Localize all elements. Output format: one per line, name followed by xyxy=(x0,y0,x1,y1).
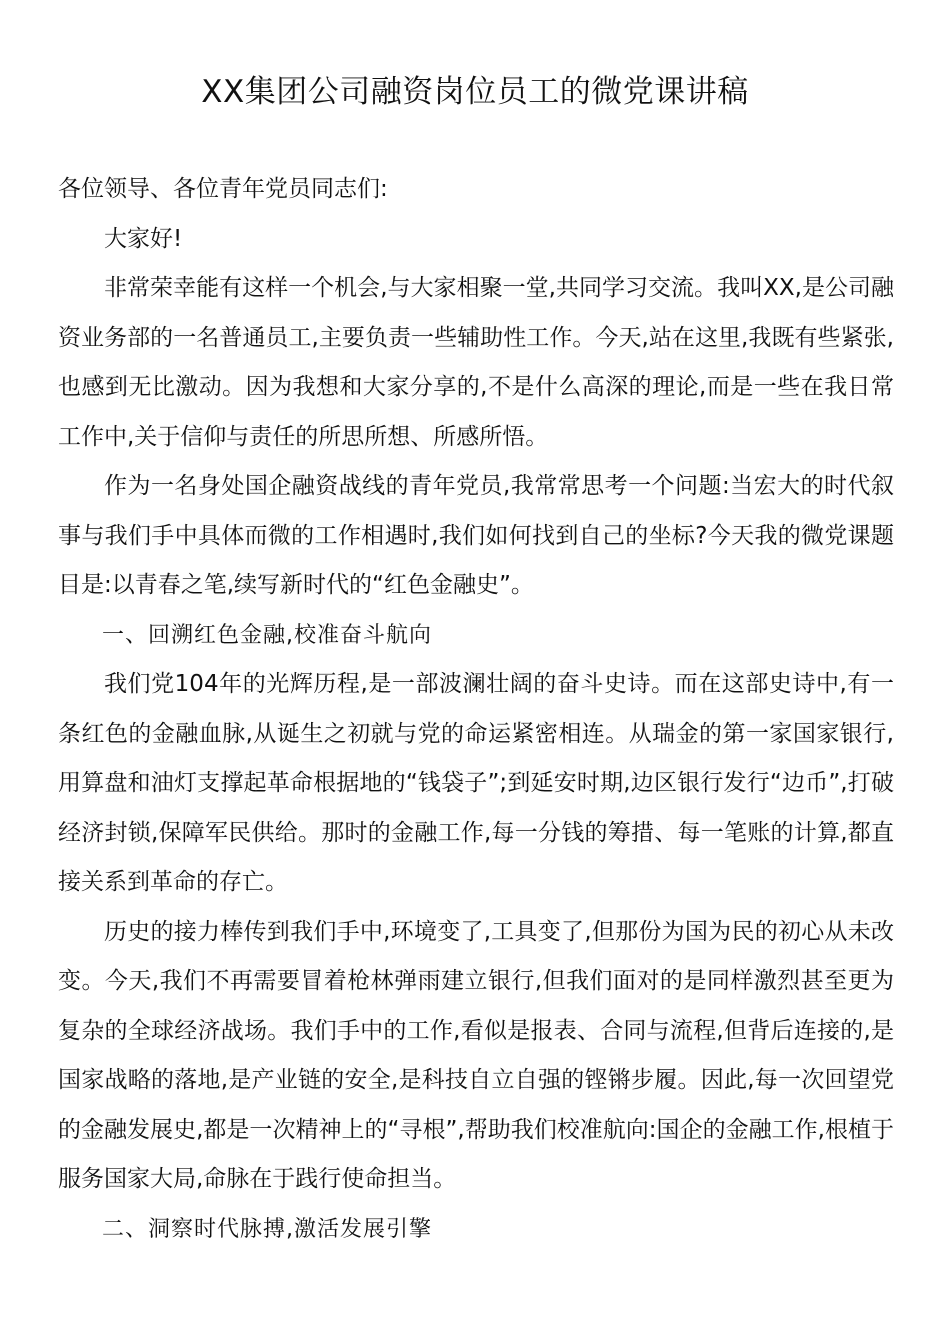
section-1-paragraph-2: 历史的接力棒传到我们手中,环境变了,工具变了,但那份为国为民的初心从未改变。今天,我们不再需要冒着枪林弹雨建立银行,但我们面对的是同样激烈甚至更为复杂的全球经济战场。我们手中的工作,看似是报表、合同与流程,但背后连接的,是国家战略的落地,是产业链的安全,是科技自立自强的铿锵步履。因此,每一次回望党的金融发展史,都是一次精神上的“寻根”,帮助我们校准航向:国企的金融工作,根植于服务国家大局,命脉在于践行使命担当。 xyxy=(58,918,894,1192)
salutation: 各位领导、各位青年党员同志们: xyxy=(58,176,388,202)
section-1-paragraph-1: 我们党104年的光辉历程,是一部波澜壮阔的奋斗史诗。而在这部史诗中,有一条红色的金融血脉,从诞生之初就与党的命运紧密相连。从瑞金的第一家国家银行,用算盘和油灯支撑起革命根据地的“钱袋子”;到延安时期,边区银行发行“边币”,打破经济封锁,保障军民供给。那时的金融工作,每一分钱的筹措、每一笔账的计算,都直接关系到革命的存亡。 xyxy=(58,671,894,895)
section-2-heading: 二、洞察时代脉搏,激活发展引擎 xyxy=(102,1216,432,1242)
document-body xyxy=(58,165,894,1254)
greeting: 大家好! xyxy=(104,225,183,252)
document-title: XX集团公司融资岗位员工的微党课讲稿 xyxy=(201,74,749,110)
intro-paragraph-1: 非常荣幸能有这样一个机会,与大家相聚一堂,共同学习交流。我叫XX,是公司融资业务部的一名普通员工,主要负责一些辅助性工作。今天,站在这里,我既有些紧张,也感到无比激动。因为我想和大家分享的,不是什么高深的理论,而是一些在我日常工作中,关于信仰与责任的所思所想、所感所悟。 xyxy=(58,275,894,450)
section-1-heading: 一、回溯红色金融,校准奋斗航向 xyxy=(102,622,432,648)
intro-paragraph-2: 作为一名身处国企融资战线的青年党员,我常常思考一个问题:当宏大的时代叙事与我们手中具体而微的工作相遇时,我们如何找到自己的坐标?今天我的微党课题目是:以青春之笔,续写新时代的“红色金融史”。 xyxy=(58,473,894,598)
